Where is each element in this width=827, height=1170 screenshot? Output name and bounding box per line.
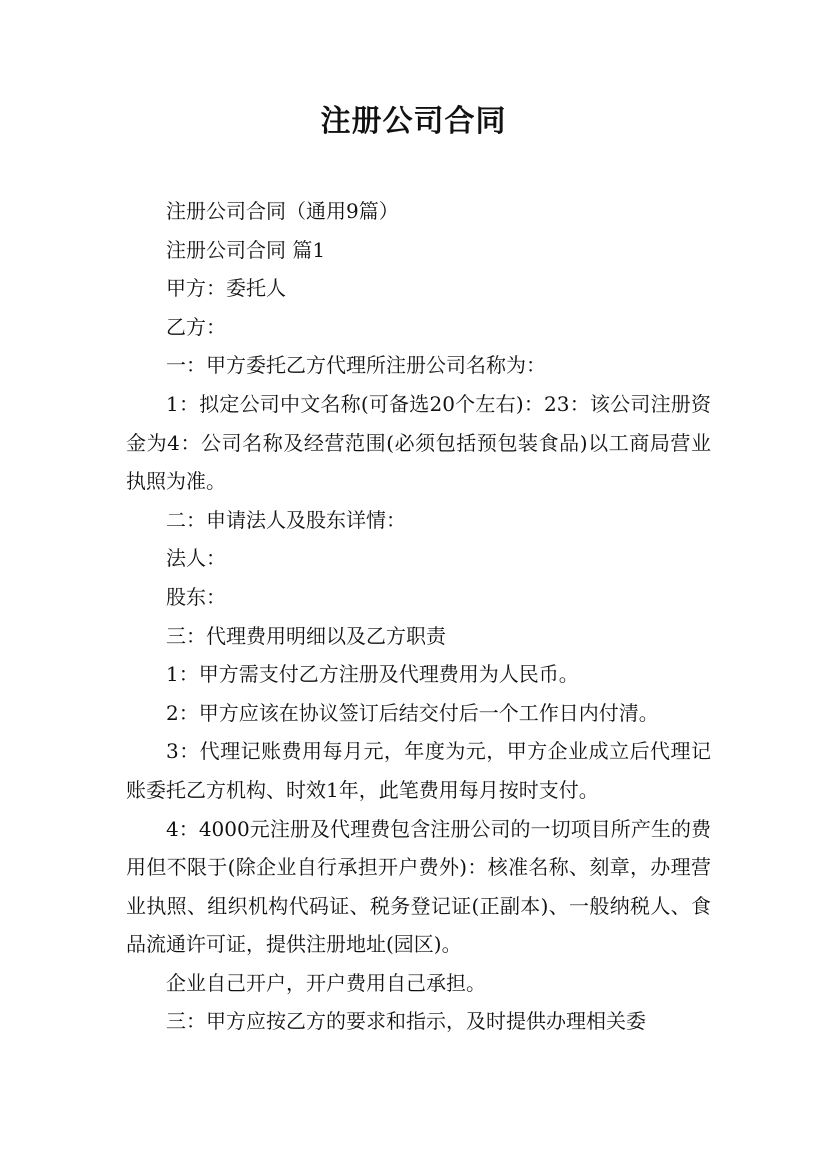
paragraph-shareholders: 股东：	[166, 584, 226, 609]
paragraph-section-three-obligations: 三：甲方应按乙方的要求和指示，及时提供办理相关委	[166, 1009, 646, 1034]
paragraph-party-b: 乙方：	[166, 314, 226, 339]
document-body	[126, 192, 711, 1041]
paragraph-section-two: 二：申请法人及股东详情：	[166, 507, 406, 532]
paragraph-legal-person: 法人：	[166, 546, 226, 571]
paragraph-section-three: 三：代理费用明细以及乙方职责	[166, 623, 446, 648]
paragraph-payment-terms: 2：甲方应该在协议签订后结交付后一个工作日内付清。	[166, 700, 659, 725]
paragraph-chapter-heading: 注册公司合同 篇1	[166, 237, 326, 262]
paragraph-bookkeeping-fee: 3：代理记账费用每月元，年度为元，甲方企业成立后代理记账委托乙方机构、时效1年，此笔费用每月按时支付。	[126, 739, 711, 802]
paragraph-party-a: 甲方：委托人	[166, 276, 286, 301]
paragraph-fee-coverage: 4：4000元注册及代理费包含注册公司的一切项目所产生的费用但不限于(除企业自行承担开户费外)：核准名称、刻章，办理营业执照、组织机构代码证、税务登记证(正副本)、一般纳税人、食品流通许可证，提供注册地址(园区)。	[126, 816, 711, 957]
paragraph-subtitle: 注册公司合同（通用9篇）	[166, 199, 399, 223]
paragraph-company-name: 1：拟定公司中文名称(可备选20个左右)：23：该公司注册资金为4：公司名称及经营范围(必须包括预包装食品)以工商局营业执照为准。	[126, 391, 711, 494]
paragraph-fee-amount: 1：甲方需支付乙方注册及代理费用为人民币。	[166, 662, 579, 687]
paragraph-section-one: 一：甲方委托乙方代理所注册公司名称为：	[166, 353, 546, 378]
document-title: 注册公司合同	[320, 104, 507, 139]
paragraph-bank-account: 企业自己开户，开户费用自己承担。	[166, 970, 486, 995]
